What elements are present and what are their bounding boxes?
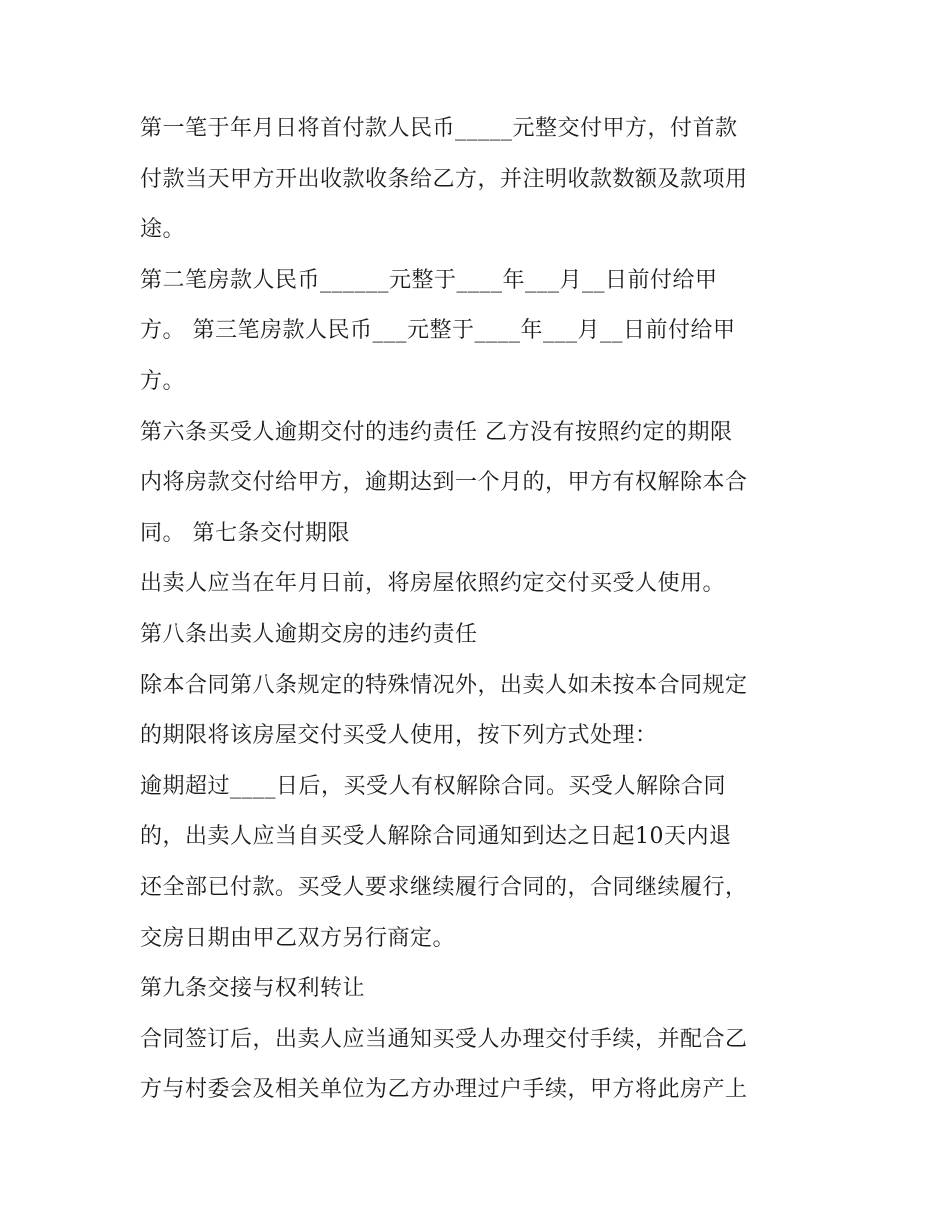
text-line-9: 同。 第七条交付期限	[140, 520, 350, 546]
text-line-17: 交房日期由甲乙双方另行商定。	[140, 925, 456, 951]
text-line-12: 除本合同第八条规定的特殊情况外，出卖人如未按本合同规定	[140, 672, 748, 698]
text-line-3: 途。	[140, 217, 186, 243]
text-line-11: 第八条出卖人逾期交房的违约责任	[140, 621, 478, 647]
text-line-16: 还全部已付款。买受人要求继续履行合同的，合同继续履行，	[140, 874, 748, 900]
text-line-15: 的，出卖人应当自买受人解除合同通知到达之日起10天内退	[140, 824, 732, 850]
text-line-10: 出卖人应当在年月日前，将房屋依照约定交付买受人使用。	[140, 571, 726, 597]
text-line-5: 方。 第三笔房款人民币___元整于____年___月__日前付给甲	[140, 318, 736, 344]
text-line-20: 方与村委会及相关单位为乙方办理过户手续，甲方将此房产上	[140, 1077, 748, 1103]
text-line-13: 的期限将该房屋交付买受人使用，按下列方式处理：	[140, 723, 658, 749]
contract-text	[140, 104, 830, 1116]
text-line-18: 第九条交接与权利转让	[140, 976, 366, 1002]
text-line-6: 方。	[140, 368, 186, 394]
text-line-19: 合同签订后，出卖人应当通知买受人办理交付手续，并配合乙	[140, 1026, 748, 1052]
text-line-7: 第六条买受人逾期交付的违约责任 乙方没有按照约定的期限	[140, 419, 733, 445]
text-line-2: 付款当天甲方开出收款收条给乙方，并注明收款数额及款项用	[140, 166, 748, 192]
text-line-14: 逾期超过____日后，买受人有权解除合同。买受人解除合同	[140, 773, 727, 799]
text-line-8: 内将房款交付给甲方，逾期达到一个月的，甲方有权解除本合	[140, 470, 748, 496]
text-line-4: 第二笔房款人民币______元整于____年___月__日前付给甲	[140, 267, 718, 293]
text-line-1: 第一笔于年月日将首付款人民币_____元整交付甲方，付首款	[140, 116, 738, 141]
